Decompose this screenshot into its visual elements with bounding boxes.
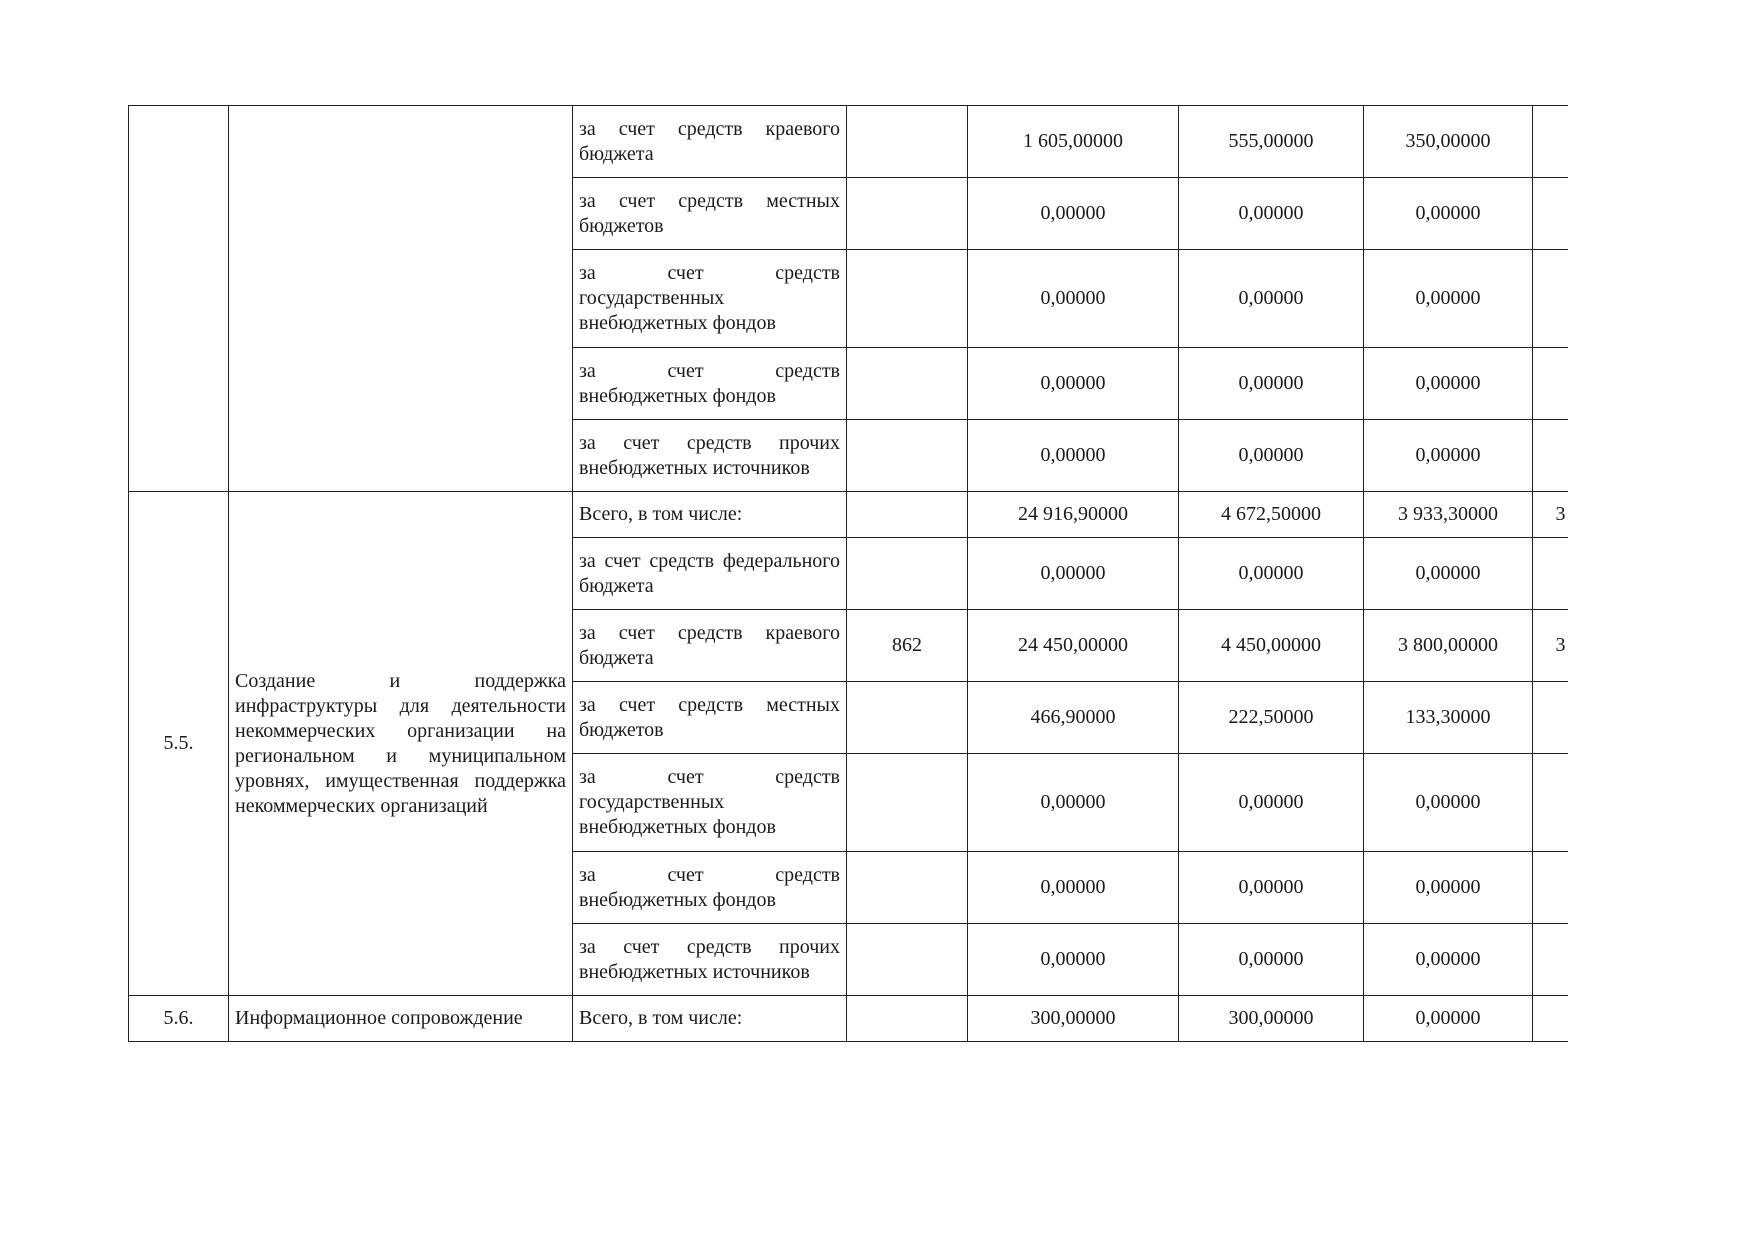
budget-table xyxy=(128,105,1568,1042)
item-name-cell: Создание и поддержка инфраструктуры для деятельности некоммерческих организации на региональном и муниципальном уровнях, имущественная поддержка некоммерческих организаций xyxy=(229,492,573,996)
value-cell: 0,00000 xyxy=(968,250,1179,348)
value-cell: 0,00000 xyxy=(1179,250,1364,348)
code-cell xyxy=(847,538,968,610)
code-cell xyxy=(847,682,968,754)
value-cell-cut xyxy=(1533,754,1569,852)
value-cell: 0,00000 xyxy=(1364,348,1533,420)
code-cell xyxy=(847,754,968,852)
item-number-cell: 5.5. xyxy=(129,492,229,996)
table-row xyxy=(129,106,1569,178)
value-cell: 0,00000 xyxy=(968,852,1179,924)
value-cell-cut xyxy=(1533,538,1569,610)
value-cell-cut xyxy=(1533,106,1569,178)
item-number-cell xyxy=(129,106,229,492)
value-cell: 0,00000 xyxy=(968,924,1179,996)
value-cell: 222,50000 xyxy=(1179,682,1364,754)
value-cell-cut: 3 xyxy=(1533,610,1569,682)
code-cell xyxy=(847,924,968,996)
value-cell-cut xyxy=(1533,178,1569,250)
item-name-cell xyxy=(229,106,573,492)
value-cell-cut xyxy=(1533,250,1569,348)
value-cell-cut: 3 xyxy=(1533,492,1569,538)
value-cell: 0,00000 xyxy=(1364,996,1533,1042)
value-cell: 4 672,50000 xyxy=(1179,492,1364,538)
value-cell: 466,90000 xyxy=(968,682,1179,754)
funding-source-cell: за счет средств местных бюджетов xyxy=(573,178,847,250)
funding-source-cell: за счет средств федерального бюджета xyxy=(573,538,847,610)
funding-source-cell: за счет средств внебюджетных фондов xyxy=(573,348,847,420)
code-cell xyxy=(847,348,968,420)
value-cell: 0,00000 xyxy=(968,178,1179,250)
value-cell: 3 933,30000 xyxy=(1364,492,1533,538)
funding-source-cell: за счет средств государственных внебюджетных фондов xyxy=(573,250,847,348)
funding-source-cell: за счет средств прочих внебюджетных источников xyxy=(573,924,847,996)
funding-source-cell: за счет средств государственных внебюджетных фондов xyxy=(573,754,847,852)
funding-source-cell: Всего, в том числе: xyxy=(573,492,847,538)
value-cell: 0,00000 xyxy=(1179,538,1364,610)
funding-source-cell: за счет средств местных бюджетов xyxy=(573,682,847,754)
funding-source-cell: за счет средств прочих внебюджетных источников xyxy=(573,420,847,492)
value-cell: 0,00000 xyxy=(1179,178,1364,250)
value-cell: 0,00000 xyxy=(968,348,1179,420)
value-cell: 0,00000 xyxy=(1179,852,1364,924)
value-cell: 0,00000 xyxy=(1179,420,1364,492)
value-cell: 0,00000 xyxy=(1364,250,1533,348)
code-cell xyxy=(847,852,968,924)
value-cell: 24 450,00000 xyxy=(968,610,1179,682)
value-cell-cut xyxy=(1533,682,1569,754)
value-cell: 0,00000 xyxy=(968,420,1179,492)
value-cell: 0,00000 xyxy=(1364,924,1533,996)
funding-source-cell: за счет средств внебюджетных фондов xyxy=(573,852,847,924)
value-cell: 0,00000 xyxy=(968,538,1179,610)
funding-source-cell: Всего, в том числе: xyxy=(573,996,847,1042)
code-cell xyxy=(847,250,968,348)
value-cell-cut xyxy=(1533,420,1569,492)
code-cell: 862 xyxy=(847,610,968,682)
value-cell: 1 605,00000 xyxy=(968,106,1179,178)
value-cell: 0,00000 xyxy=(1364,852,1533,924)
code-cell xyxy=(847,178,968,250)
value-cell-cut xyxy=(1533,924,1569,996)
value-cell: 133,30000 xyxy=(1364,682,1533,754)
funding-source-cell: за счет средств краевого бюджета xyxy=(573,106,847,178)
value-cell: 300,00000 xyxy=(1179,996,1364,1042)
value-cell: 350,00000 xyxy=(1364,106,1533,178)
value-cell: 0,00000 xyxy=(1364,538,1533,610)
funding-source-cell: за счет средств краевого бюджета xyxy=(573,610,847,682)
value-cell-cut xyxy=(1533,996,1569,1042)
item-name-cell: Информационное сопровождение xyxy=(229,996,573,1042)
value-cell: 0,00000 xyxy=(1179,348,1364,420)
value-cell-cut xyxy=(1533,348,1569,420)
table-row xyxy=(129,492,1569,538)
value-cell: 0,00000 xyxy=(1364,754,1533,852)
value-cell: 0,00000 xyxy=(1179,754,1364,852)
value-cell: 24 916,90000 xyxy=(968,492,1179,538)
code-cell xyxy=(847,996,968,1042)
code-cell xyxy=(847,420,968,492)
code-cell xyxy=(847,492,968,538)
value-cell: 0,00000 xyxy=(1364,178,1533,250)
value-cell: 0,00000 xyxy=(968,754,1179,852)
table-row xyxy=(129,996,1569,1042)
item-number-cell: 5.6. xyxy=(129,996,229,1042)
value-cell: 300,00000 xyxy=(968,996,1179,1042)
value-cell: 0,00000 xyxy=(1364,420,1533,492)
value-cell: 3 800,00000 xyxy=(1364,610,1533,682)
value-cell: 0,00000 xyxy=(1179,924,1364,996)
value-cell: 4 450,00000 xyxy=(1179,610,1364,682)
code-cell xyxy=(847,106,968,178)
value-cell: 555,00000 xyxy=(1179,106,1364,178)
value-cell-cut xyxy=(1533,852,1569,924)
